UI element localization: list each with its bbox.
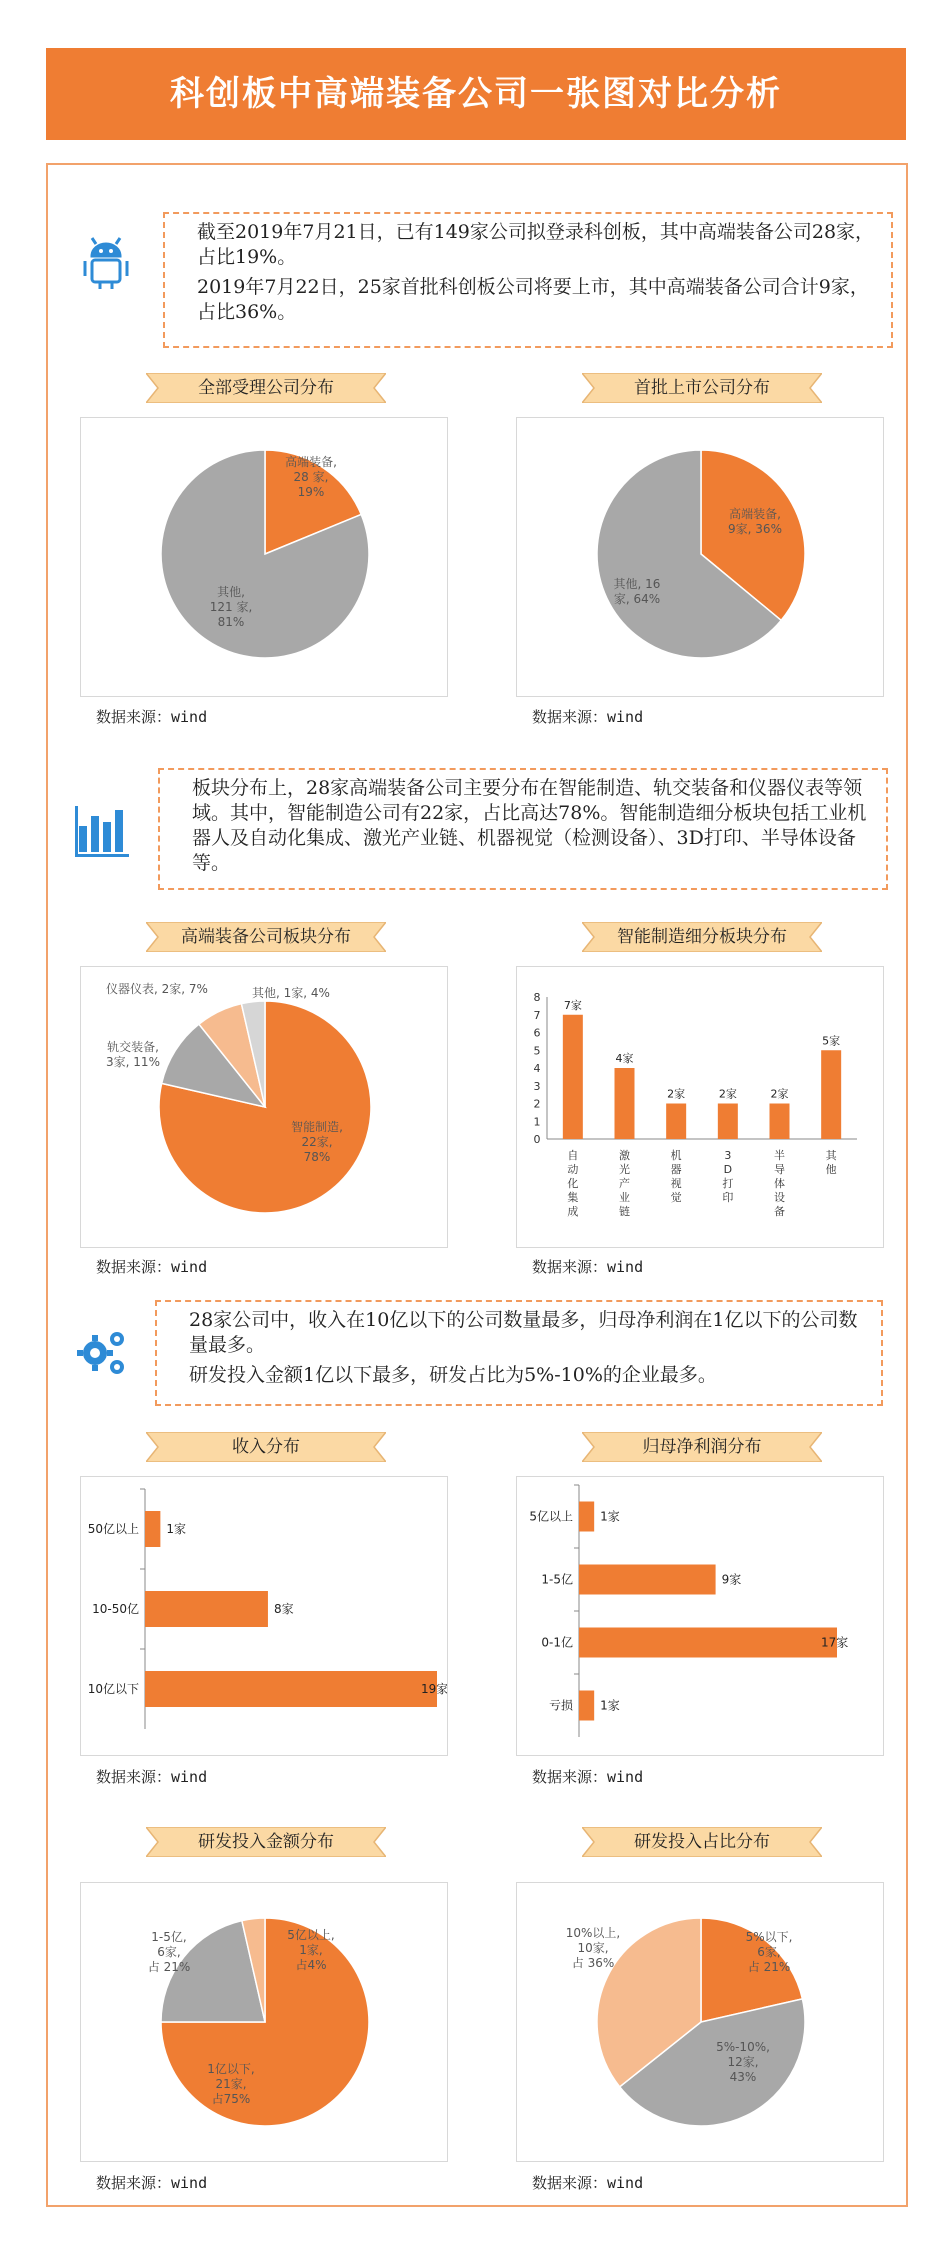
slice-label-5%以下: 5%以下, 6家,占 21% xyxy=(745,1930,793,1974)
bar-data-label: 7家 xyxy=(563,998,582,1012)
chart-title-c5: 收入分布 xyxy=(232,1437,300,1457)
chart-panel-c4 xyxy=(516,966,884,1248)
bar-chart-icon xyxy=(73,800,133,860)
y-tick-label: 0 xyxy=(533,1133,541,1146)
ribbon-c2 xyxy=(582,373,822,403)
y-tick-label: 3 xyxy=(533,1079,541,1093)
chart-title-c7: 研发投入金额分布 xyxy=(198,1832,334,1852)
slice-label-高端装备: 高端装备, 28 家, 19% xyxy=(285,455,337,499)
slice-label-轨交装备: 轨交装备, 3家, 11% xyxy=(106,1040,160,1069)
y-tick-label: 8 xyxy=(533,991,541,1004)
bar-1-5亿 xyxy=(579,1565,716,1595)
bar-data-label: 1家 xyxy=(166,1522,187,1536)
pie-chart-c7 xyxy=(81,1883,447,2161)
source-note: 数据来源：wind xyxy=(96,1258,208,1276)
source-note: 数据来源：wind xyxy=(96,1768,208,1786)
gears-icon xyxy=(75,1325,131,1381)
y-category-label: 亏损 xyxy=(548,1698,573,1713)
pie-chart-c8 xyxy=(517,1883,883,2161)
source-note: 数据来源：wind xyxy=(532,1258,644,1276)
chart-title-c6: 归母净利润分布 xyxy=(642,1437,762,1457)
pie-chart-c3 xyxy=(81,967,447,1247)
slice-label-其他: 其他, 16 家, 64% xyxy=(613,577,661,606)
ribbon-c8 xyxy=(582,1827,822,1857)
slice-label-其他: 其他, 1家, 4% xyxy=(252,986,330,1000)
slice-label-智能制造: 智能制造, 22家, 78% xyxy=(291,1120,343,1164)
bar-data-label: 5家 xyxy=(822,1034,841,1048)
y-category-label: 10亿以下 xyxy=(87,1682,139,1696)
source-note: 数据来源：wind xyxy=(532,1768,644,1786)
chart-panel-c1 xyxy=(80,417,448,697)
chart-panel-c2 xyxy=(516,417,884,697)
y-category-label: 5亿以上 xyxy=(529,1509,573,1524)
bar-5亿以上 xyxy=(579,1502,594,1532)
bar-半导体设备 xyxy=(770,1104,790,1140)
note-3-line-2: 研发投入金额1亿以下最多，研发占比为5%-10%的企业最多。 xyxy=(189,1364,717,1386)
bar-3D打印 xyxy=(718,1104,738,1140)
bar-自动化集成 xyxy=(563,1015,583,1139)
chart-title-c2: 首批上市公司分布 xyxy=(634,378,770,398)
slice-label-高端装备: 高端装备, 9家, 36% xyxy=(728,507,782,536)
bar-data-label: 19家 xyxy=(421,1682,447,1696)
chart-panel-c5 xyxy=(80,1476,448,1756)
y-tick-label: 7 xyxy=(533,1008,541,1022)
ribbon-c1 xyxy=(146,373,386,403)
hbar-chart-c5 xyxy=(81,1477,447,1755)
x-category-label: 激光产业链 xyxy=(619,1149,630,1218)
ribbon-c5 xyxy=(146,1432,386,1462)
chart-panel-c8 xyxy=(516,1882,884,2162)
bar-亏损 xyxy=(579,1691,594,1721)
bar-data-label: 1家 xyxy=(600,1509,620,1524)
slice-label-10%以上: 10%以上, 10家,占 36% xyxy=(565,1926,621,1970)
source-note: 数据来源：wind xyxy=(96,2174,208,2192)
pie-chart-c1 xyxy=(81,418,447,696)
hbar-chart-c6 xyxy=(517,1477,883,1755)
pie-chart-c2 xyxy=(517,418,883,696)
slice-label-仪器仪表: 仪器仪表, 2家, 7% xyxy=(106,982,208,996)
ribbon-c6 xyxy=(582,1432,822,1462)
slice-label-5%-10%: 5%-10%, 12家, 43% xyxy=(716,2040,770,2084)
chart-panel-c7 xyxy=(80,1882,448,2162)
x-category-label: 机器视觉 xyxy=(670,1149,682,1204)
bar-机器视觉 xyxy=(666,1104,686,1140)
bar-50亿以上 xyxy=(145,1511,160,1547)
chart-title-c8: 研发投入占比分布 xyxy=(634,1832,770,1852)
bar-0-1亿 xyxy=(579,1628,837,1658)
y-tick-label: 2 xyxy=(533,1097,541,1111)
source-note: 数据来源：wind xyxy=(532,708,644,726)
note-box-3 xyxy=(155,1300,883,1406)
note-2-line-1: 板块分布上，28家高端装备公司主要分布在智能制造、轨交装备和仪器仪表等领域。其中，智能制造公司有22家，占比高达78%。智能制造细分板块包括工业机器人及自动化集成、激光产业链、机器视觉（检测设备）、3D打印、半导体设备等。 xyxy=(192,777,867,874)
x-category-label: 半导体设备 xyxy=(774,1149,785,1218)
bar-data-label: 2家 xyxy=(770,1087,789,1101)
bar-激光产业链 xyxy=(615,1068,635,1139)
slice-label-1-5亿: 1-5亿, 6家,占 21% xyxy=(147,1930,191,1974)
bar-data-label: 17家 xyxy=(821,1635,849,1650)
bar-data-label: 4家 xyxy=(615,1052,634,1065)
ribbon-c4 xyxy=(582,922,822,952)
bar-data-label: 8家 xyxy=(273,1602,294,1616)
ribbon-c7 xyxy=(146,1827,386,1857)
chart-title-c3: 高端装备公司板块分布 xyxy=(181,927,351,947)
slice-label-5亿以上: 5亿以上, 1家,占4% xyxy=(287,1928,335,1972)
slice-label-其他: 其他, 121 家, 81% xyxy=(209,585,253,629)
x-category-label: 自动化集成 xyxy=(567,1149,579,1218)
note-3-line-1: 28家公司中，收入在10亿以下的公司数量最多，归母净利润在1亿以下的公司数量最多。 xyxy=(189,1309,858,1356)
android-icon xyxy=(76,232,136,292)
bar-10-50亿 xyxy=(145,1591,268,1627)
y-tick-label: 1 xyxy=(533,1115,541,1129)
bar-其他 xyxy=(821,1050,841,1139)
chart-title-c1: 全部受理公司分布 xyxy=(198,378,334,398)
y-tick-label: 6 xyxy=(533,1026,541,1040)
bar-data-label: 1家 xyxy=(600,1698,620,1713)
x-category-label: 其他 xyxy=(825,1149,837,1176)
y-category-label: 1-5亿 xyxy=(541,1572,573,1587)
source-note: 数据来源：wind xyxy=(532,2174,644,2192)
ribbon-c3 xyxy=(146,922,386,952)
note-1-line-2: 2019年7月22日，25家首批科创板公司将要上市，其中高端装备公司合计9家，占比36%。 xyxy=(197,276,869,323)
y-category-label: 10-50亿 xyxy=(92,1602,139,1616)
bar-data-label: 9家 xyxy=(721,1572,742,1587)
chart-title-c4: 智能制造细分板块分布 xyxy=(617,927,787,947)
chart-panel-c6 xyxy=(516,1476,884,1756)
note-box-2 xyxy=(158,768,888,890)
bar-chart-c4 xyxy=(517,967,883,1247)
y-category-label: 0-1亿 xyxy=(541,1635,573,1650)
y-category-label: 50亿以上 xyxy=(87,1522,139,1536)
source-note: 数据来源：wind xyxy=(96,708,208,726)
note-1-line-1: 截至2019年7月21日，已有149家公司拟登录科创板，其中高端装备公司28家，占比19%。 xyxy=(197,221,875,268)
slice-label-1亿以下: 1亿以下, 21家,占75% xyxy=(207,2062,255,2106)
chart-panel-c3 xyxy=(80,966,448,1248)
bar-10亿以下 xyxy=(145,1671,437,1707)
y-tick-label: 4 xyxy=(533,1062,541,1075)
page-title: 科创板中高端装备公司一张图对比分析 xyxy=(46,48,906,140)
bar-data-label: 2家 xyxy=(718,1087,737,1101)
bar-data-label: 2家 xyxy=(667,1087,686,1101)
note-box-1 xyxy=(163,212,893,348)
x-category-label: 3 D 打印 xyxy=(722,1149,734,1204)
y-tick-label: 5 xyxy=(533,1044,541,1058)
